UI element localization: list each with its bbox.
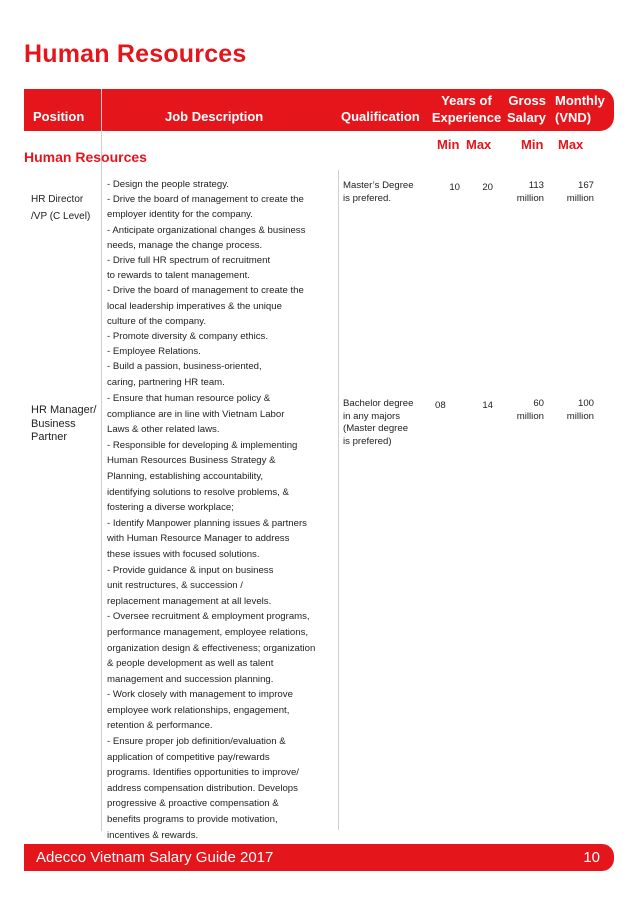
salary-value: 60	[533, 398, 544, 409]
position-line: Business	[31, 417, 76, 430]
header-monthly-line1: Monthly	[555, 93, 605, 108]
position-line: /VP (C Level)	[31, 211, 91, 222]
job-line: unit restructures, & succession /	[107, 580, 243, 592]
qualification-line: in any majors	[343, 410, 401, 422]
table-header	[24, 89, 614, 131]
header-salary-max: Max	[558, 137, 584, 152]
header-gross-salary	[506, 92, 546, 126]
header-monthly-vnd	[555, 92, 611, 126]
job-line: culture of the company.	[107, 315, 207, 327]
row-hr-manager-qualification	[343, 398, 429, 448]
job-line: - Responsible for developing & implementing	[107, 439, 298, 451]
job-line: caring, partnering HR team.	[107, 376, 225, 388]
position-line: HR Manager/	[31, 404, 97, 416]
job-line: Human Resources Business Strategy &	[107, 455, 276, 467]
job-line: benefits programs to provide motivation,	[107, 814, 278, 826]
job-line: - Provide guidance & input on business	[107, 564, 274, 576]
footer-label: Adecco Vietnam Salary Guide 2017	[36, 849, 274, 866]
job-line: application of competitive pay/rewards	[107, 751, 270, 763]
salary-value: 113	[528, 180, 544, 191]
row-hr-director-job-description	[107, 177, 339, 390]
job-line: - Employee Relations.	[107, 346, 201, 358]
job-line: Laws & other related laws.	[107, 424, 220, 436]
qualification-line: (Master degree	[343, 423, 409, 434]
job-line: & people development as well as talent	[107, 658, 274, 670]
header-exp-min: Min	[437, 137, 460, 152]
row-hr-director-salary-min	[505, 180, 544, 205]
salary-unit: million	[516, 410, 544, 422]
job-line: compliance are in line with Vietnam Labor	[107, 408, 285, 420]
header-job-description: Job Description	[165, 109, 264, 124]
job-line: to rewards to talent management.	[107, 270, 250, 282]
row-hr-manager-exp-min: 08	[435, 400, 446, 411]
salary-value: 167	[577, 180, 594, 191]
job-line: - Anticipate organizational changes & business	[107, 224, 306, 236]
row-hr-manager-salary-max	[555, 398, 594, 423]
job-line: - Ensure proper job definition/evaluation &	[107, 736, 286, 748]
job-line: - Ensure that human resource policy &	[107, 393, 271, 404]
job-line: local leadership imperatives & the unique	[107, 300, 282, 312]
header-years-line1: Years of	[441, 93, 492, 108]
job-line: - Drive full HR spectrum of recruitment	[107, 255, 271, 267]
salary-unit: million	[516, 192, 544, 204]
row-hr-director-exp-max: 20	[482, 182, 493, 193]
header-gross-line2: Salary	[506, 110, 546, 125]
row-hr-manager-salary-min	[505, 398, 544, 423]
job-line: fostering a diverse workplace;	[107, 502, 234, 514]
salary-value: 100	[577, 398, 594, 409]
page-footer	[24, 844, 614, 871]
header-qualification: Qualification	[341, 109, 420, 124]
salary-unit: million	[566, 192, 594, 204]
position-line: Partner	[31, 431, 68, 443]
job-line: these issues with focused solutions.	[107, 548, 260, 560]
job-line: employee work relationships, engagement,	[107, 704, 290, 716]
job-line: - Work closely with management to improve	[107, 689, 293, 701]
job-line: - Drive the board of management to create the	[107, 194, 304, 206]
job-line: address compensation distribution. Develops	[107, 782, 298, 794]
header-position: Position	[33, 109, 85, 124]
job-line: performance management, employee relations,	[107, 626, 309, 638]
job-line: - Oversee recruitment & employment programs,	[107, 611, 310, 623]
header-exp-max: Max	[466, 137, 492, 152]
row-hr-director-salary-max	[555, 180, 594, 205]
job-line: progressive & proactive compensation &	[107, 798, 279, 810]
job-line: replacement management at all levels.	[107, 595, 272, 607]
qualification-line: is prefered)	[343, 435, 392, 447]
job-line: - Build a passion, business-oriented,	[107, 361, 262, 373]
section-title: Human Resources	[24, 149, 147, 165]
header-monthly-line2: (VND)	[555, 110, 592, 125]
position-line: HR Director	[31, 194, 84, 205]
job-line: - Identify Manpower planning issues & partners	[107, 517, 307, 529]
row-hr-manager-position	[31, 404, 96, 445]
job-line: employer identity for the company.	[107, 209, 253, 221]
job-line: needs, manage the change process.	[107, 239, 263, 251]
header-salary-min: Min	[521, 137, 544, 152]
job-line: - Drive the board of management to create the	[107, 285, 304, 297]
job-line: retention & performance.	[107, 720, 213, 732]
qualification-line: Bachelor degree	[343, 398, 414, 409]
salary-unit: million	[566, 410, 594, 422]
header-gross-line1: Gross	[508, 93, 546, 108]
job-line: - Design the people strategy.	[107, 179, 229, 190]
row-hr-manager-job-description	[107, 391, 339, 843]
job-line: Planning, establishing accountability,	[107, 470, 264, 482]
header-years-line2: Experience	[431, 110, 502, 125]
qualification-line: is prefered.	[343, 192, 391, 204]
job-line: with Human Resource Manager to address	[107, 533, 290, 545]
row-hr-manager-exp-max: 14	[482, 400, 493, 411]
qualification-line: Master’s Degree	[343, 180, 414, 191]
job-line: programs. Identifies opportunities to improve/	[107, 767, 299, 779]
page-title: Human Resources	[24, 40, 247, 68]
page-number: 10	[583, 849, 600, 866]
job-line: - Promote diversity & company ethics.	[107, 331, 269, 343]
job-line: incentives & rewards.	[107, 829, 199, 841]
column-divider-position	[101, 89, 102, 831]
job-line: identifying solutions to resolve problems, &	[107, 486, 289, 498]
row-hr-director-qualification	[343, 180, 429, 205]
job-line: management and succession planning.	[107, 673, 274, 685]
job-line: organization design & effectiveness; organization	[107, 642, 316, 654]
row-hr-director-exp-min: 10	[449, 182, 460, 193]
header-years-of-experience	[429, 92, 504, 126]
row-hr-director-position	[31, 191, 90, 225]
